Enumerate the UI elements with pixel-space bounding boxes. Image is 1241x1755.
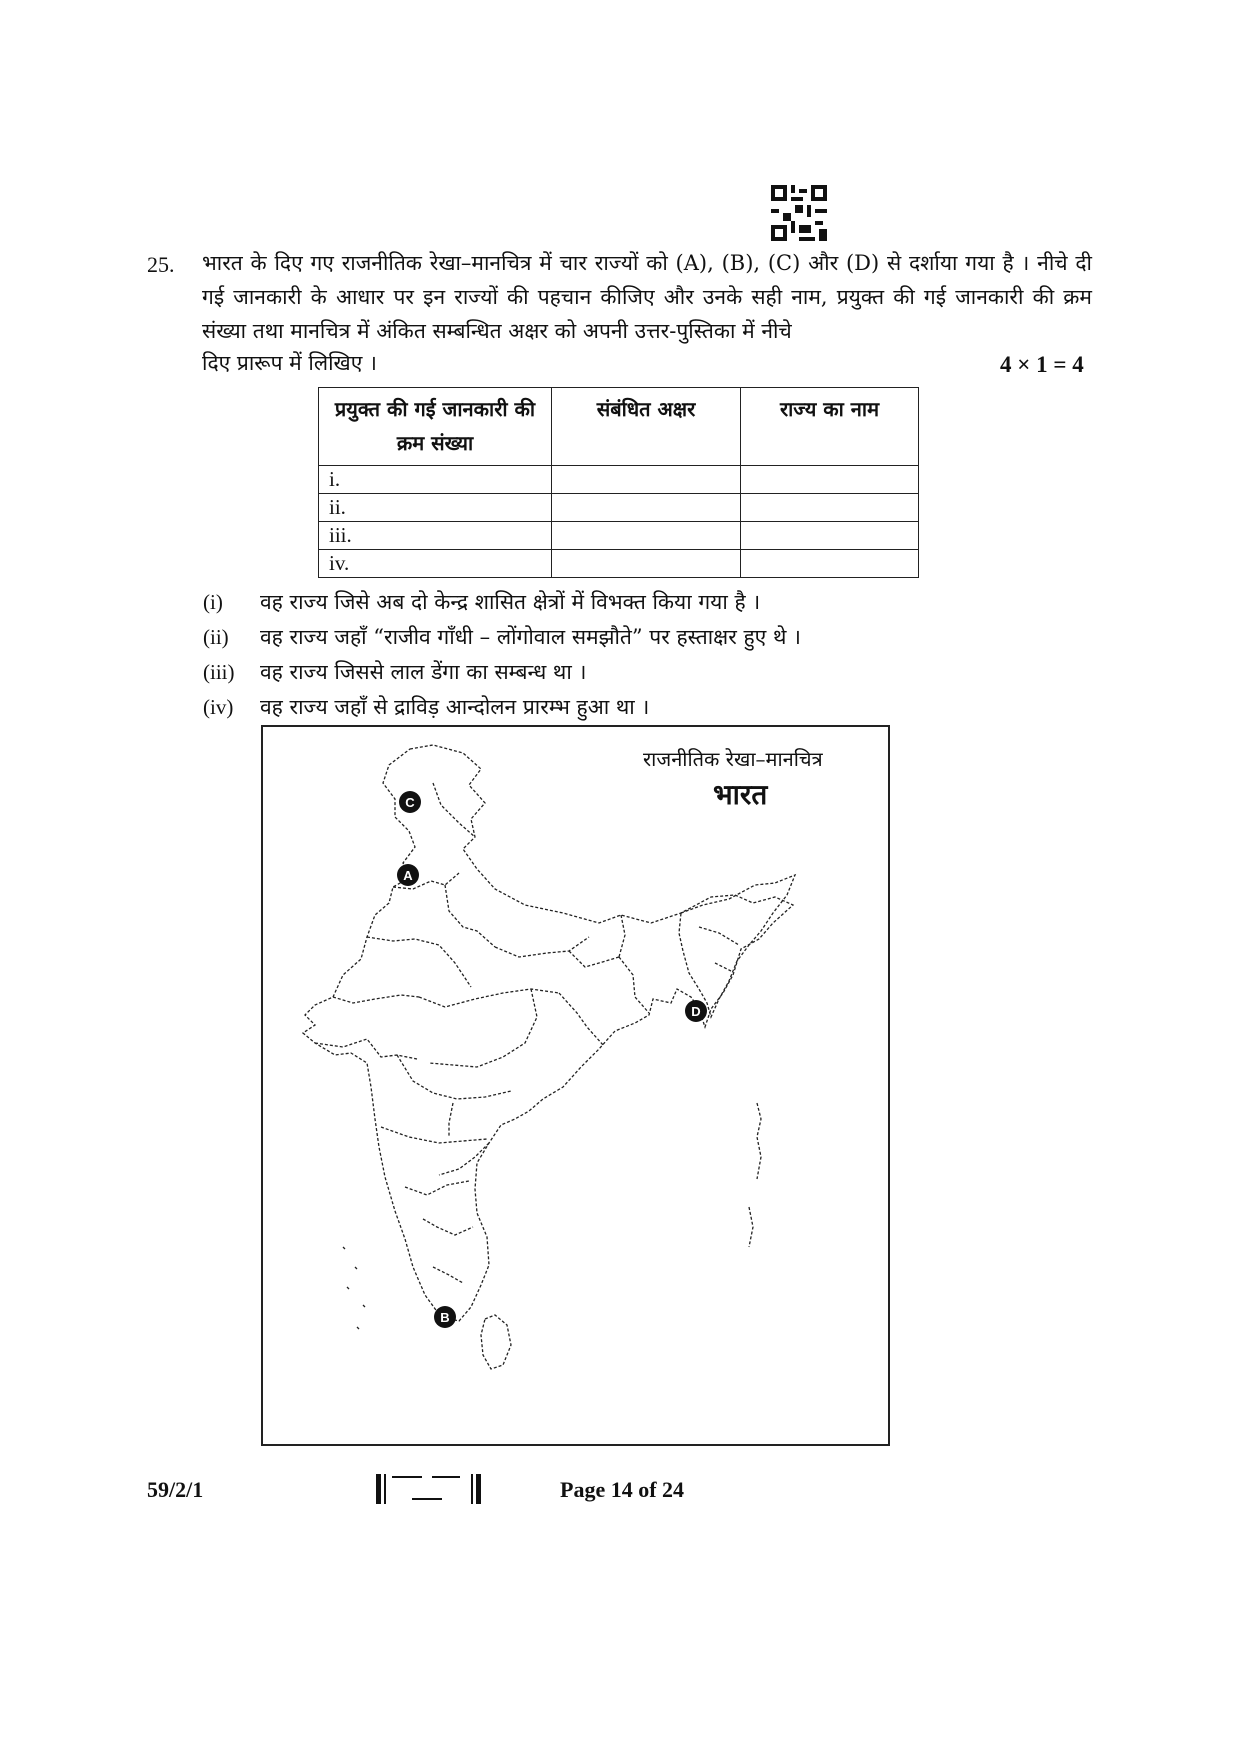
table-cell [741,550,919,578]
table-header-letter: संबंधित अक्षर [552,388,741,466]
table-header-row [319,388,919,466]
marker-d [685,1000,707,1022]
table-cell: ii. [319,494,552,522]
info-item-text: वह राज्य जहाँ “राजीव गाँधी – लोंगोवाल समझौते” पर हस्ताक्षर हुए थे । [260,625,801,649]
question-text: भारत के दिए गए राजनीतिक रेखा–मानचित्र में चार राज्यों को (A), (B), (C) और (D) से दर्शाया गया है । नीचे दी गई जानकारी के आधार पर इन राज्यों की पहचान कीजिए और उनके सही नाम, प्रयुक्त की गई जानकारी की क्रम संख्या तथा मानचित्र में अंकित सम्बन्धित अक्षर को अपनी उत्तर-पुस्तिका में नीचे [202,251,1092,343]
sri-lanka-outline [481,1315,511,1369]
india-boundary [303,745,793,1321]
info-item [203,693,649,721]
page-number: Page 14 of 24 [560,1477,685,1502]
question-text-last-line: दिए प्रारूप में लिखिए । [202,351,377,375]
map-title: भारत [713,778,768,811]
india-outline-drawing [263,727,888,1444]
table-header-state: राज्य का नाम [741,388,919,466]
table-header-serial: प्रयुक्त की गई जानकारी की क्रम संख्या [319,388,552,466]
table-row [319,550,919,578]
info-item-number: (iii) [203,660,235,684]
table-row [319,522,919,550]
table-cell: i. [319,466,552,494]
paper-code: 59/2/1 [147,1477,204,1502]
map-subtitle: राजनीतिक रेखा–मानचित्र [643,747,823,771]
marker-a [397,864,419,886]
table-cell [552,550,741,578]
marker-d-label: D [691,1004,701,1019]
answer-format-table [318,387,919,578]
qr-code-icon [771,185,827,241]
info-item-number: (ii) [203,625,229,649]
table-cell [741,494,919,522]
marker-c-label: C [405,795,415,810]
marker-c [399,791,421,813]
question-number: 25. [147,252,175,277]
table-row [319,494,919,522]
table-cell [741,522,919,550]
info-item-number: (iv) [203,695,234,719]
india-political-map [261,725,890,1446]
marker-b [434,1306,456,1328]
marker-a-label: A [403,868,413,883]
table-cell: iii. [319,522,552,550]
info-item [203,658,586,686]
info-item-text: वह राज्य जहाँ से द्राविड़ आन्दोलन प्रारम्भ हुआ था । [260,695,650,719]
table-cell: iv. [319,550,552,578]
info-item-text: वह राज्य जिसे अब दो केन्द्र शासित क्षेत्रों में विभक्त किया गया है । [260,590,761,614]
table-cell [741,466,919,494]
marker-b-label: B [440,1310,450,1325]
table-cell [552,494,741,522]
marks-label: 4 × 1 = 4 [1000,352,1084,377]
table-row [319,466,919,494]
info-item-number: (i) [203,590,223,614]
barcode-icon [376,1472,483,1506]
table-cell [552,522,741,550]
table-cell [552,466,741,494]
info-item [203,623,801,651]
info-item-text: वह राज्य जिससे लाल डेंगा का सम्बन्ध था । [260,660,587,684]
info-item [203,588,760,616]
